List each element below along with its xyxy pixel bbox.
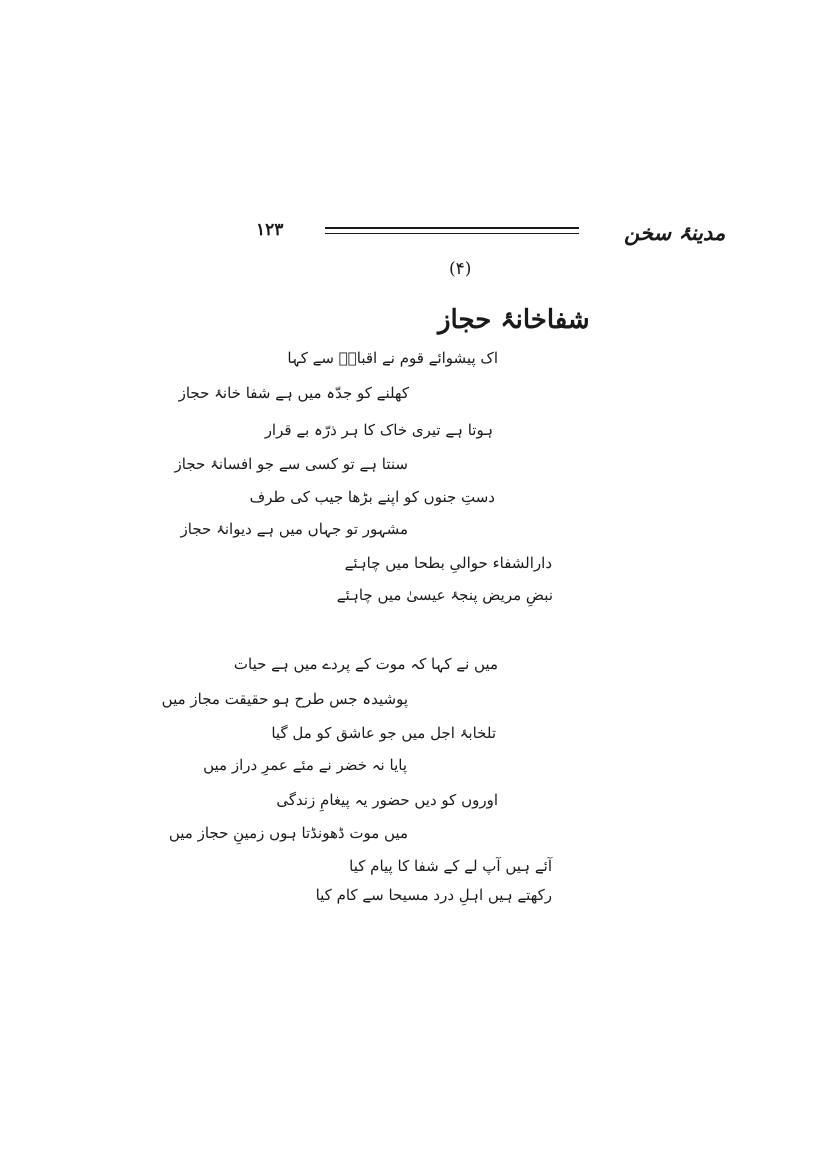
verse-line: مشہور تو جہاں میں ہے دیوانۂ حجاز — [180, 520, 408, 538]
verse-line: سنتا ہے تو کسی سے جو افسانۂ حجاز — [174, 455, 408, 473]
refrain-line: رکھتے ہیں اہلِ درد مسیحا سے کام کیا — [315, 886, 552, 904]
verse-line: پایا نہ خضر نے مئے عمرِ دراز میں — [203, 756, 407, 774]
refrain-line: نبضِ مریض پنجۂ عیسیٰ میں چاہئے — [336, 586, 553, 604]
verse-line: اوروں کو دیں حضور یہ پیغامِ زندگی — [276, 791, 498, 809]
verse-line: میں موت ڈھونڈتا ہوں زمینِ حجاز میں — [168, 824, 408, 842]
verse-line: کھلنے کو جدّہ میں ہے شفا خانۂ حجاز — [178, 384, 409, 402]
verse-line: میں نے کہا کہ موت کے پردے میں ہے حیات — [233, 655, 498, 673]
poem-number: (۴) — [449, 259, 472, 279]
refrain-line: دارالشفاء حوالیِ بطحا میں چاہئے — [344, 554, 552, 572]
verse-line: پوشیدہ جس طرح ہو حقیقت مجاز میں — [161, 690, 408, 708]
page-number: ۱۲۳ — [256, 220, 284, 240]
header-double-rule — [325, 227, 579, 234]
verse-line: دستِ جنوں کو اپنے بڑھا جیب کی طرف — [249, 488, 495, 506]
refrain-line: آئے ہیں آپ لے کے شفا کا پیام کیا — [349, 857, 552, 875]
verse-line: اک پیشوائے قوم نے اقبالؔ سے کہا — [287, 349, 498, 367]
verse-line: ہوتا ہے تیری خاک کا ہر ذرّہ بے قرار — [264, 421, 493, 439]
verse-line: تلخابۂ اجل میں جو عاشق کو مل گیا — [271, 724, 496, 742]
running-head-title: مدینۂ سخن — [624, 220, 726, 245]
poem-title: شفاخانۂ حجاز — [438, 305, 590, 335]
